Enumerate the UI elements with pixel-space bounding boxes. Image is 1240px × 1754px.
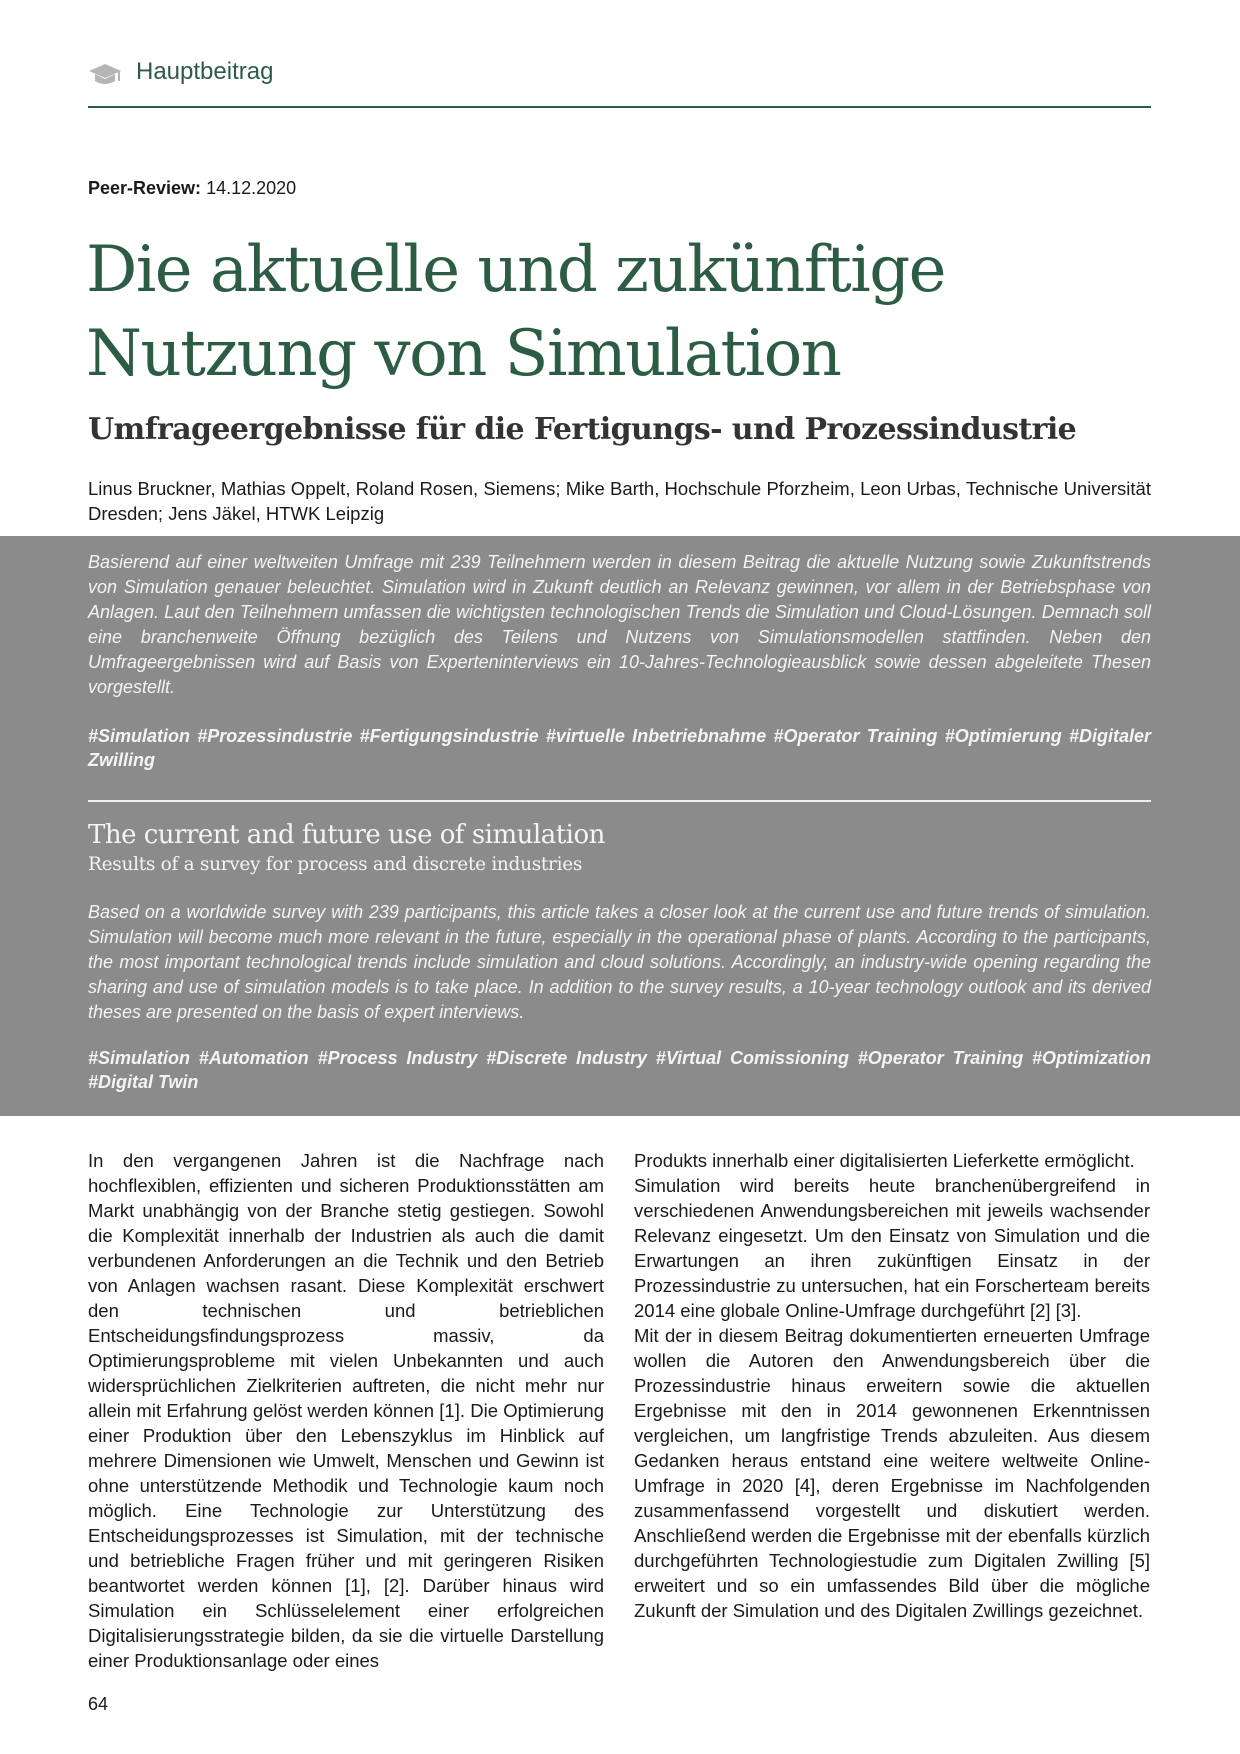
peer-review-label: Peer-Review: (88, 178, 202, 198)
article-title (86, 228, 1146, 396)
body-paragraph: In den vergangenen Jahren ist die Nachfrage nach hochflexiblen, effizienten und sicheren Produktionsstätten am Markt unabhängig von der Branche stetig gestiegen. Sowohl die Komplexität innerhalb der Industrien als auch die damit verbundenen Anforderungen an die Technik und den Betrieb von Anlagen wachsen rasant. Diese Komplexität erschwert den technischen und betrieblichen Entscheidungsfindungsprozess massiv, da Optimierungsprobleme mit vielen Unbekannten und auch widersprüchlichen Zielkriterien auftreten, die nicht mehr nur allein mit Erfahrung gelöst werden können [1]. Die Optimierung einer Produktion über den Lebenszyklus im Hinblick auf mehrere Dimensionen wie Umwelt, Menschen und Gewinn ist ohne unterstützende Methodik und Technologie kaum noch möglich. Eine Technologie zur Unterstützung des Entscheidungsprozesses ist Simulation, mit der technische und betriebliche Fragen früher und mit geringeren Risiken beantwortet werden können [1], [2]. Darüber hinaus wird Simulation ein Schlüsselelement einer erfolgreichen Digitalisierungsstrategie bilden, da sie die virtuelle Darstellung einer Produktionsanlage oder eines (88, 1150, 604, 1671)
graduation-cap-icon (88, 62, 122, 88)
abstract-english: Based on a worldwide survey with 239 participants, this article takes a closer look at the current use and future trends of simulation. Simulation will become much more relevant in the future, especially in the operational phase of plants. According to the participants, the most important technological trends include simulation and cloud solutions. Accordingly, an industry-wide opening regarding the sharing and use of simulation models is to take place. In addition to the survey results, a 10-year technology outlook and its derived theses are presented on the basis of expert interviews. (88, 902, 1151, 1022)
section-header (88, 56, 1151, 108)
section-label: Hauptbeitrag (136, 58, 274, 85)
title-line-2: Nutzung von Simulation (86, 317, 841, 391)
peer-review-date: 14.12.2020 (206, 178, 297, 198)
peer-review-line (88, 176, 296, 200)
body-column-right (634, 1148, 1150, 1623)
keywords-english: #Simulation #Automation #Process Industry #Discrete Industry #Virtual Comissioning #Operator Training #Optimization #Digital Twin (88, 1048, 1151, 1092)
body-paragraph: Simulation wird bereits heute branchenübergreifend in verschiedenen Anwendungsbereichen mit jeweils wachsender Relevanz eingesetzt. Um den Einsatz von Simulation und die Erwartungen an ihren zukünftigen Einsatz in der Prozessindustrie zu untersuchen, hat ein Forscherteam bereits 2014 eine globale Online-Umfrage durchgeführt [2] [3]. (634, 1175, 1150, 1321)
abstract-box (0, 536, 1240, 1116)
english-subtitle: Results of a survey for process and discrete industries (88, 854, 583, 875)
article-subtitle: Umfrageergebnisse für die Fertigungs- und Prozessindustrie (88, 412, 1077, 447)
english-title: The current and future use of simulation (88, 820, 605, 850)
title-line-1: Die aktuelle und zukünftige (86, 233, 946, 307)
body-paragraph: Produkts innerhalb einer digitalisierten Lieferkette ermöglicht. (634, 1150, 1135, 1171)
body-column-left (88, 1148, 604, 1673)
abstract-german: Basierend auf einer weltweiten Umfrage mit 239 Teilnehmern werden in diesem Beitrag die aktuelle Nutzung sowie Zukunftstrends von Simulation genauer beleuchtet. Simulation wird in Zukunft deutlich an Relevanz gewinnen, vor allem in der Betriebsphase von Anlagen. Laut den Teilnehmern umfassen die wichtigsten technologischen Trends die Simulation und Cloud-Lösungen. Demnach soll eine branchenweite Öffnung bezüglich des Teilens und Nutzens von Simulationsmodellen stattfinden. Neben den Umfrageergebnissen wird auf Basis von Experteninterviews ein 10-Jahres-Technologieausblick sowie dessen abgeleitete Thesen vorgestellt. (88, 552, 1151, 697)
authors: Linus Bruckner, Mathias Oppelt, Roland Rosen, Siemens; Mike Barth, Hochschule Pforzheim, Leon Urbas, Technische Universität Dresden; Jens Jäkel, HTWK Leipzig (88, 478, 1151, 524)
body-paragraph: Mit der in diesem Beitrag dokumentierten erneuerten Umfrage wollen die Autoren den Anwendungsbereich über die Prozessindustrie hinaus erweitern sowie die aktuellen Ergebnisse mit den in 2014 gewonnenen Erkenntnissen vergleichen, um langfristige Trends abzuleiten. Aus diesem Gedanken heraus entstand eine weitere weltweite Online-Umfrage in 2020 [4], deren Ergebnisse im Nachfolgenden zusammenfassend vorgestellt und diskutiert werden. Anschließend werden die Ergebnisse mit der ebenfalls kürzlich durchgeführten Technologiestudie zum Digitalen Zwilling [5] erweitert und so ein umfassendes Bild über die mögliche Zukunft der Simulation und des Digitalen Zwillings gezeichnet. (634, 1325, 1150, 1621)
page-number: 64 (88, 1694, 109, 1714)
keywords-german: #Simulation #Prozessindustrie #Fertigungsindustrie #virtuelle Inbetriebnahme #Operator Training #Optimierung #Digitaler Zwilling (88, 726, 1151, 770)
abstract-divider (88, 800, 1151, 802)
